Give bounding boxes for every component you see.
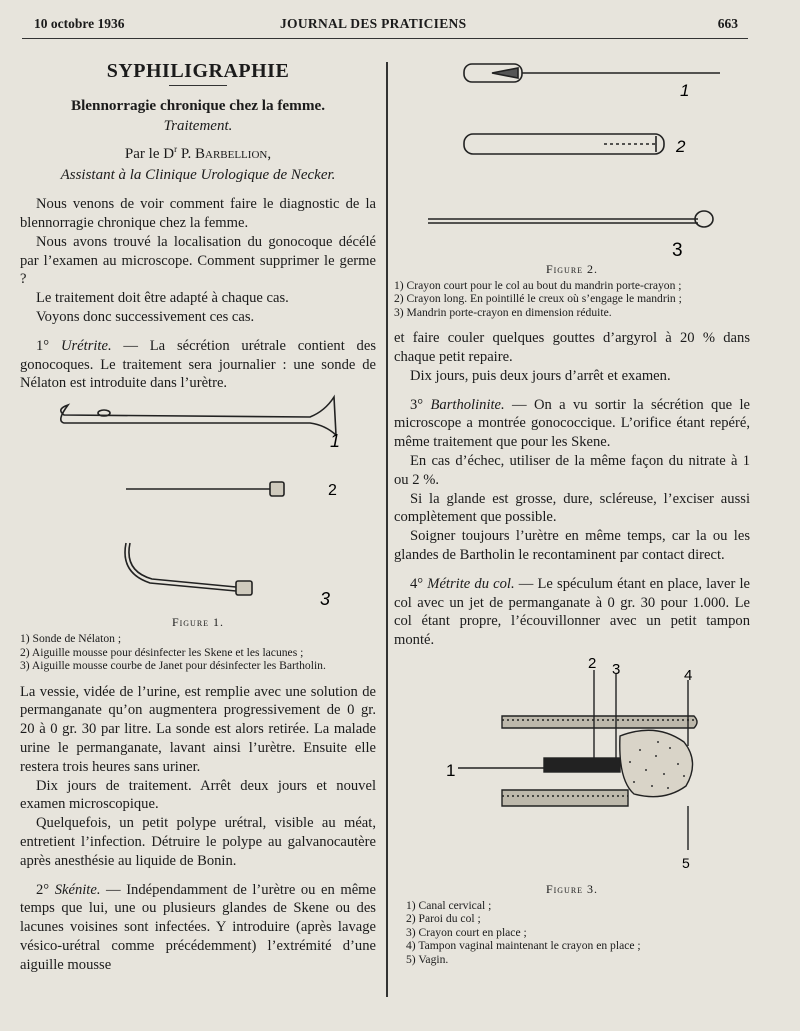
figure-1-legend-item: 3) Aiguille mousse courbe de Janet pour désinfecter les Bartholin. [20,659,326,673]
figure-3 [394,650,750,966]
body-paragraph: En cas d’échec, utiliser de la même façon du nitrate à 1 ou 2 %. [394,453,750,488]
figure-2-caption: Figure 2. [545,262,599,276]
figure-2-label-1: 1 [680,81,690,100]
body-paragraph: La vessie, vidée de l’urine, est remplie avec une solution de permanganate qu’on augmentera progressivement de 0 gr. 20 à 0 gr. 30 par litre. La sonde est alors retirée. La malade urine le permanganate, lavant ainsi l’urètre. Ensuite elle restera trois heures sans uriner. [20,683,376,775]
figure-2-label-2: 2 [676,137,686,156]
figure-3-label-4: 4 [684,667,693,685]
figure-3-legend [394,899,750,967]
column-divider [386,62,388,997]
figure-2-drawing [394,56,750,260]
section-2-heading: Skénite. [54,881,101,898]
figure-3-legend-item: 3) Crayon court en place ; [406,925,527,939]
body-paragraph: Dix jours de traitement. Arrêt deux jours et nouvel examen microscopique. [20,777,376,813]
section-2-text: — Indépendamment de l’urètre ou en même temps que lui, une ou plusieurs glandes de Skene ou des lacunes voisines sont infectées. Y introduire (après lavage vésico-urétral comme précédemment) l’extrémité d’une aiguille mousse [20,881,376,973]
nelaton-catheter-illustration [61,397,336,435]
section-4-heading: Métrite du col. [427,575,515,592]
mandrel-pencil-holder-illustration [428,211,713,227]
section-4-paragraph [394,575,750,650]
intro-paragraph: Voyons donc successivement ces cas. [36,309,255,326]
section-1-heading: Urétrite. [60,337,112,354]
article-author [20,138,376,165]
section-1-number: 1° [36,337,50,354]
header-page-number: 663 [717,16,738,31]
figure-3-drawing [394,650,750,880]
figure-2-legend-item: 3) Mandrin porte-crayon en dimension réduite. [394,305,612,319]
figure-1-drawing [20,393,376,613]
section-4-number: 4° [410,575,424,592]
section-3-number: 3° [410,396,424,413]
figure-3-label-2: 2 [588,655,597,673]
figure-1-legend-item: 1) Sonde de Nélaton ; [20,632,122,646]
figure-1-label-3: 3 [320,589,331,610]
section-title: SYPHILIGRAPHIE [106,60,290,82]
body-paragraph: Soigner toujours l’urètre en même temps, car la ou les glandes de Bartholin le recontaminent par contact direct. [394,528,750,564]
figure-2-label-3: 3 [672,240,683,260]
figure-1 [20,393,376,672]
body-paragraph: Quelquefois, un petit polype urétral, visible au méat, entretient l’infection. Détruire le polype au galvanocautère après anesthésie au liquide de Bonin. [20,815,376,869]
figure-3-legend-item: 1) Canal cervical ; [406,898,492,912]
figure-3-label-5: 5 [682,855,690,872]
figure-2-legend [394,279,750,320]
cervix-diagram-illustration [458,670,697,850]
figure-3-legend-item: 4) Tampon vaginal maintenant le crayon en place ; [406,939,641,953]
section-title-rule [169,85,227,87]
figure-1-legend-item: 2) Aiguille mousse pour désinfecter les Skene et les lacunes ; [20,645,304,659]
article-title: Blennorragie chronique chez la femme. [70,97,326,115]
left-column [20,60,376,975]
figure-1-label-2: 2 [328,482,337,500]
header-journal-title: JOURNAL DES PRATICIENS [280,16,467,31]
author-initial: P. [180,146,192,163]
right-column [394,56,750,966]
author-name: Barbellion, [195,146,272,163]
figure-1-label-1: 1 [330,431,341,452]
figure-3-caption: Figure 3. [545,882,599,897]
section-3-heading: Bartholinite. [430,396,505,413]
body-paragraph: Si la glande est grosse, dure, scléreuse, l’exciser aussi complètement que possible. [394,490,750,526]
section-1-text: — La sécrétion urétrale contient des gonocoques. Le traitement sera journalier : une sonde de Nélaton est introduite dans l’urètre. [20,337,376,392]
intro-paragraph: Nous avons trouvé la localisation du gonocoque décélé par l’examen au microscope. Comment supprimer le germe ? [20,233,376,288]
section-2-paragraph [20,881,376,975]
intro-paragraph: Nous venons de voir comment faire le diagnostic de la blennorragie chronique chez la femme. [20,196,376,232]
figure-1-caption: Figure 1. [171,615,225,630]
section-3-paragraph [394,396,750,452]
author-affiliation: Assistant à la Clinique Urologique de Necker. [60,167,336,184]
body-paragraph: Dix jours, puis deux jours d’arrêt et examen. [410,367,671,384]
curved-janet-needle-illustration [125,543,252,595]
figure-2 [394,56,750,319]
section-1-paragraph [20,337,376,393]
running-header [34,16,750,36]
section-2-number: 2° [36,881,50,898]
intro-paragraph: Le traitement doit être adapté à chaque cas. [36,290,289,307]
header-date: 10 octobre 1936 [34,16,125,31]
figure-1-legend [20,632,376,673]
figure-3-label-3: 3 [612,661,621,679]
section-3-text: — On a vu sortir la sécrétion que le microscope a montrée gonococcique. L’orifice étant repéré, même traitement que pour les Skene. [394,396,750,451]
figure-3-legend-item: 5) Vagin. [406,952,449,966]
figure-3-legend-item: 2) Paroi du col ; [406,912,481,926]
figure-2-legend-item: 2) Crayon long. En pointillé le creux où s’engage le mandrin ; [394,292,682,306]
header-rule [22,38,748,39]
body-paragraph: et faire couler quelques gouttes d’argyrol à 20 % dans chaque petit repaire. [394,330,750,366]
section-4-text: — Le spéculum étant en place, laver le col avec un jet de permanganate à 0 gr. 30 pour 1.000. Le col étant propre, l’écouvillonner avec un petit tampon monté. [394,575,750,649]
author-prefix: Par le D [124,146,175,163]
article-subtitle: Traitement. [163,118,233,135]
author-prefix-sup: r [174,144,178,155]
blunt-needle-illustration [126,482,284,496]
figure-2-legend-item: 1) Crayon court pour le col au bout du mandrin porte-crayon ; [394,278,682,292]
long-pencil-illustration [464,134,664,154]
short-pencil-on-mandrel-illustration [464,64,720,82]
figure-3-label-1: 1 [446,761,456,781]
